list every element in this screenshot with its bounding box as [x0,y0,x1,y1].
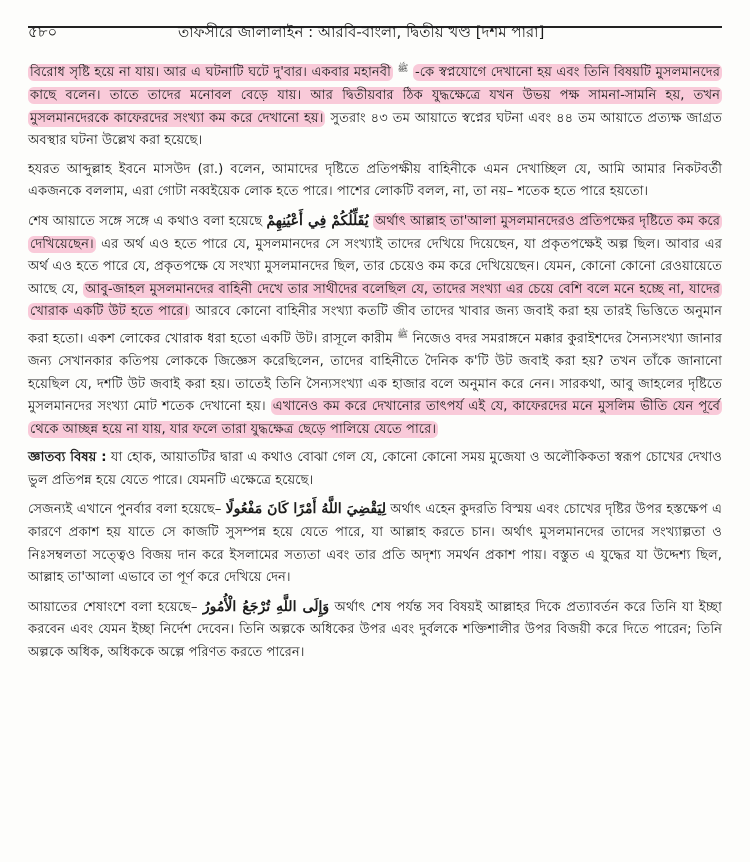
text-span: অর্থাৎ শেষ পর্যন্ত সব বিষয়ই আল্লাহর দিকে প্রত্যাবর্তন করে তিনি যা ইচ্ছা করবেন এবং যেমন ইচ্ছা নির্দেশ দেবেন। তিনি অল্পকে অধিকের উপর এবং দুর্বলকে শক্তিশালীর উপর বিজয়ী করে দিতে পারেন; তিনি অল্পকে অধিক, অধিককে অল্পে পরিণত করতে পারেন। [28,599,722,661]
arabic-verse: لِيَقْضِيَ اللَّهُ أَمْرًا كَانَ مَفْعُولًا [225,501,386,518]
page-number: ৫৮০ [28,23,58,41]
note-heading: জ্ঞাতব্য বিষয় : [28,450,107,466]
text-span: সেজন্যই এখানে পুনর্বার বলা হয়েছে– [28,502,222,518]
paragraph-6 [28,596,722,665]
text-span: সুতরাং ৪৩ তম আয়াতে স্বপ্নের ঘটনা এবং ৪৪ তম আয়াতে প্রত্যক্ষ জাগ্রত অবস্থার ঘটনা উল্লেখ করা হয়েছে। [28,110,722,149]
text-span: নিজেও বদর সমরাঙ্গনে মক্কার কুরাইশদের সৈন্যসংখ্যা জানার জন্য সেখানকার কতিপয় লোককে জিজ্ঞেস করেছিলেন, তাদের বাহিনীতে দৈনিক ক'টি উট জবাই করা হয়? তখন তাঁকে জানানো হয়েছিল যে, দশটি উট জবাই করা হয়। তাতেই তিনি সৈন্যসংখ্যা এক হাজার বলে অনুমান করে নেন। সারকথা, আবু জাহলের দৃষ্টিতে মুসলমানদের সংখ্যা মোট শতেক দেখানো হয়। [28,331,722,415]
paragraph-4 [28,447,722,492]
highlight: এখানেও কম করে দেখানোর তাৎপর্য এই যে, কাফেরদের মনে মুসলিম ভীতি যেন পূর্বে থেকে আচ্ছন্ন হয়ে না যায়, যার ফলে তারা যুদ্ধক্ষেত্র ছেড়ে পালিয়ে যেতে পারে। [30,399,720,437]
text-span: আয়াতের শেষাংশে বলা হয়েছে– [28,599,198,615]
paragraph-5 [28,498,722,589]
paragraph-1 [28,58,722,153]
paragraph-2: হযরত আব্দুল্লাহ ইবনে মাসউদ (রা.) বলেন, আমাদের দৃষ্টিতে প্রতিপক্ষীয় বাহিনীকে এমন দেখাচ্ছিল যে, আমি আমার নিকটবর্তী একজনকে বললাম, এরা গোটা নব্বইয়েক লোক হতে পারে। পাশের লোকটি বলল, না, তা নয়– শতেক হতে পারে হয়তো। [28,161,722,200]
text-span: যা হোক, আয়াতটির দ্বারা এ কথাও বোঝা গেল যে, কোনো কোনো সময় মুজেযা ও অলৌকিকতা স্বরূপ চোখের দেখাও ভুল প্রতিপন্ন হয়ে যেতে পারে। যেমনটি এক্ষেত্রে হয়েছে। [28,450,722,488]
paragraph-3 [28,210,722,441]
highlight: বিরোধ সৃষ্টি হয়ে না যায়। আর এ ঘটনাটি ঘটে দু'বার। একবার মহানবী [30,65,391,81]
running-title: তাফসীরে জালালাইন : আরবি-বাংলা, দ্বিতীয় খণ্ড [দশম পারা] [178,23,545,41]
page-body [28,58,722,671]
text-span: এর অর্থ এও হতে পারে যে, মুসলমানদের সে সংখ্যাই তাদের দেখিয়ে দিয়েছেন, যা প্রকৃতপক্ষেই অল্প ছিল। আবার এর অর্থ এও হতে পারে যে, প্রকৃতপক্ষে যে সংখ্যা মুসলমানদের ছিল, তার চেয়েও কম করে দেখিয়েছেন। যেমন, কোনো কোনো রেওয়ায়েতে আছে যে, [28,236,722,297]
text-span: আরবে কোনো বাহিনীর সংখ্যা কতটি জীব তাদের খাবার জন্য জবাই করা হয় তারই ভিত্তিতে অনুমান করা হতো। একশ লোকের খোরাক ধরা হতো একটি উট। রাসূলে কারীম [28,304,723,347]
arabic-verse: وَإِلَى اللَّهِ تُرْجَعُ الْأُمُورُ [202,598,330,615]
highlight: অর্থাৎ আল্লাহ তা'আলা মুসলমানদেরও প্রতিপক্ষের দৃষ্টিতে কম করে দেখিয়েছেন। [30,213,720,252]
saw-symbol: ﷺ [397,329,409,340]
page-header [28,22,722,41]
highlight: আবু-জাহল মুসলমানদের বাহিনী দেখে তার সাথীদের বলেছিল যে, তাদের সংখ্যা এর চেয়ে বেশি বলে মনে হচ্ছে না, যাদের খোরাক একটি উট হতে পারে। [30,281,720,320]
arabic-verse: يُقَلِّلُكُمْ فِي أَعْيُنِهِمْ [266,212,369,229]
highlight: -কে স্বপ্নযোগে দেখানো হয় এবং তিনি বিষয়টি মুসলমানদের কাছে বলেন। তাতে তাদের মনোবল বেড়ে যায়। আর দ্বিতীয়বার ঠিক যুদ্ধক্ষেত্রে যখন উভয় পক্ষ সামনা-সামনি হয়, তখন মুসলমানদেরকে কাফেরদের সংখ্যা কম করে দেখানো হয়। [30,65,720,126]
text-span: শেষ আয়াতে সঙ্গে সঙ্গে এ কথাও বলা হয়েছে [28,213,263,229]
saw-symbol: ﷺ [397,64,409,74]
text-span: অর্থাৎ এহেন কুদরতি বিস্ময় এবং চোখের দৃষ্টির উপর হস্তক্ষেপ এ কারণে প্রকাশ হয় যাতে সে কাজটি সুসম্পন্ন হয়ে যেতে পারে, যা আল্লাহ করতে চান। অর্থাৎ মুসলমানদের তাদের সংখ্যাল্পতা ও নিঃসম্বলতা সত্ত্বেও বিজয় দান করে ইসলামের সত্যতা এবং তার প্রতি অদৃশ্য সমর্থন প্রকাশ পায়। বস্তুত এ যুদ্ধের যা উদ্দেশ্য ছিল, আল্লাহ তা'আলা এভাবে তা পূর্ণ করে দেখিয়ে দেন। [28,502,722,586]
